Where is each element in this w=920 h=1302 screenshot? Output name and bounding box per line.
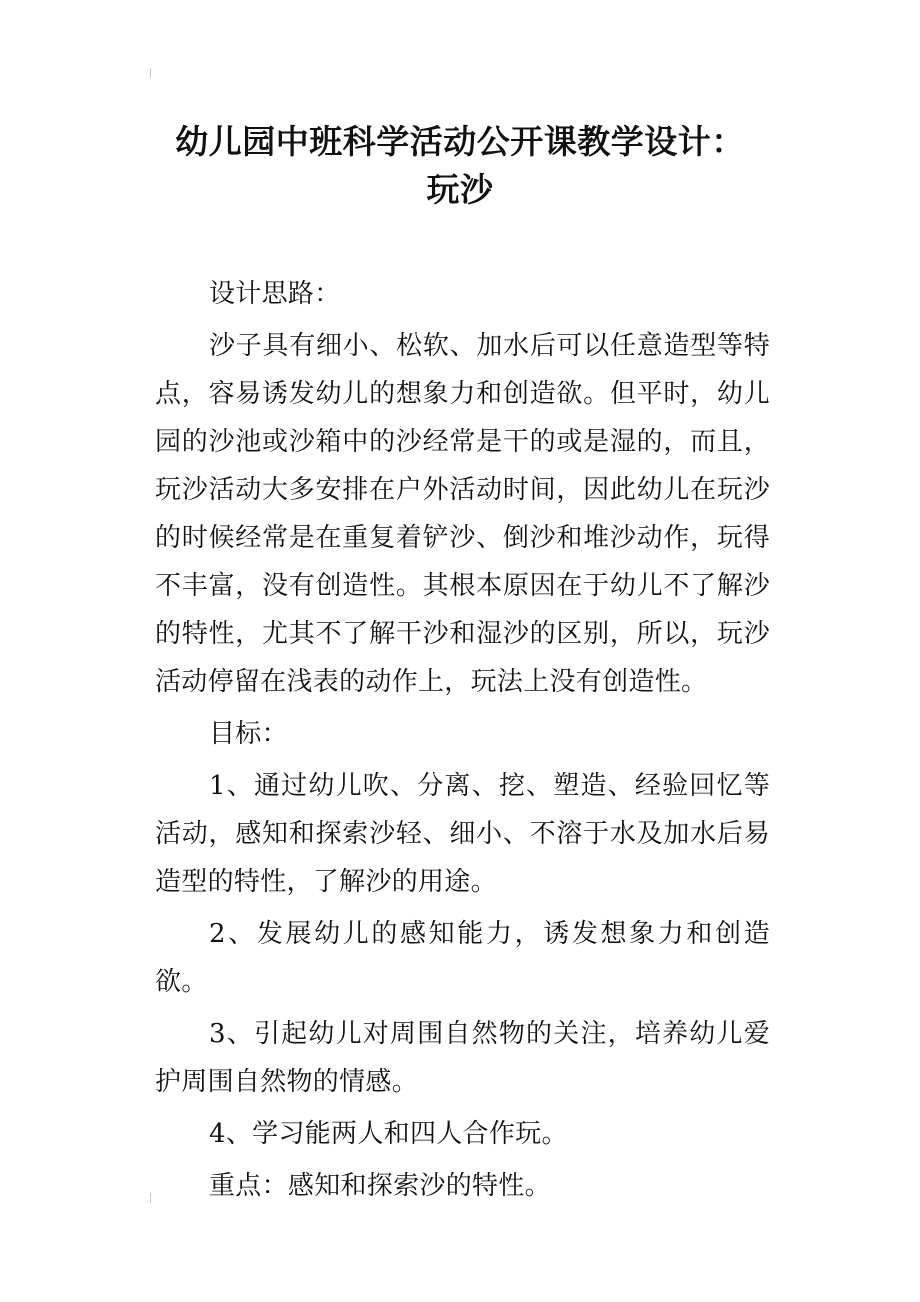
goal-item-1: 1、通过幼儿吹、分离、挖、塑造、经验回忆等活动，感知和探索沙轻、细小、不溶于水及加水后易造型的特性，了解沙的用途。 <box>155 771 770 897</box>
goal-item-2: 2、发展幼儿的感知能力，诱发想象力和创造欲。 <box>155 919 770 997</box>
goal-item-4: 4、学习能两人和四人合作玩。 <box>209 1119 568 1149</box>
page-corner-mark <box>150 68 157 78</box>
page-corner-mark <box>150 1193 157 1203</box>
key-point: 重点：感知和探索沙的特性。 <box>209 1171 551 1201</box>
goal-item-3: 3、引起幼儿对周围自然物的关注，培养幼儿爱护周围自然物的情感。 <box>155 1019 770 1097</box>
document-body <box>155 270 770 1214</box>
document-title-line-2: 玩沙 <box>426 170 494 209</box>
section-heading-design-idea: 设计思路： <box>209 279 341 309</box>
section-heading-goals: 目标： <box>209 719 288 749</box>
paragraph-design-idea: 沙子具有细小、松软、加水后可以任意造型等特点，容易诱发幼儿的想象力和创造欲。但平时，幼儿园的沙池或沙箱中的沙经常是干的或是湿的，而且，玩沙活动大多安排在户外活动时间，因此幼儿在玩沙的时候经常是在重复着铲沙、倒沙和堆沙动作，玩得不丰富，没有创造性。其根本原因在于幼儿不了解沙的特性，尤其不了解干沙和湿沙的区别，所以，玩沙活动停留在浅表的动作上，玩法上没有创造性。 <box>155 331 770 697</box>
document-title-line-1: 幼儿园中班科学活动公开课教学设计： <box>175 122 745 161</box>
